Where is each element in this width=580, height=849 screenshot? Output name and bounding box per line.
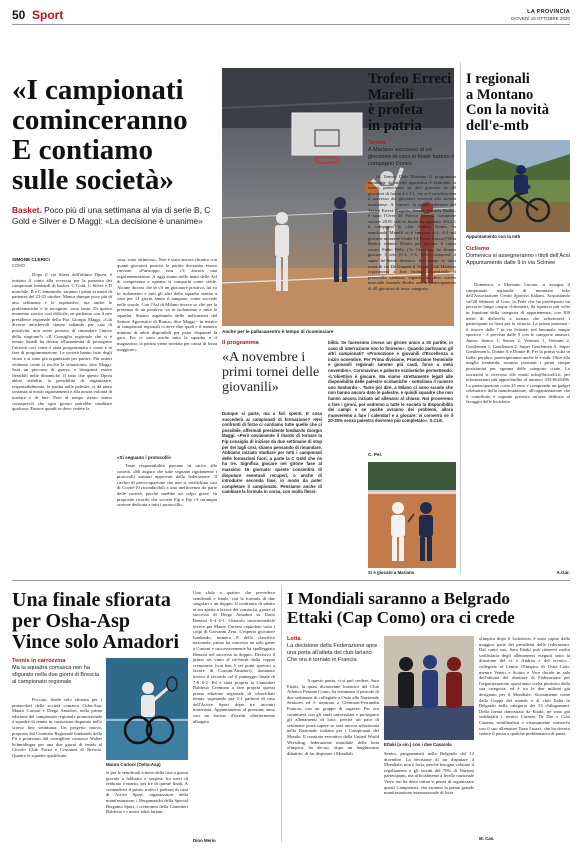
finale-photo-caption: Mauro Curioni (Osha-Asp) [106,762,161,767]
newspaper-name: LA PROVINCIA [527,9,570,15]
mondiali-col1-text: A questo punto, ci si può credere. Sara Ettaki, la quasi diciottenne lottatrice del Club Atletico Pesante Como, ha terminato il periodo di due settimane di collegiale a Ostia alla Nazionale Seniores ed è rientrata a Clermont-Ferrandin Francia, con un gruppo di ragazze. Per ora continuerà con gli studi universitari e proseguirà gli allenamenti di lotta, perché un paio di settimane potrà sapere se sarà ancora selezionata nella Nazionale italiana per i Campionati del Mondo. Il comitato esecutivo della United World Wrestling, federazione mondiale della lotta olimpica, ha deciso, dopo un lunghissimo dibattito, di far disputare i Mondiali [287,678,379,756]
finale-col2-text: te per le semifinali a mese della fase a gironi giocate a febbraio e sospese fra mesi di febbraio e marzo, per tre di queste finali. A contendersi il primo trofeo i padroni di casa di Active Sport, organizzatori della manifestazione, i Bergamaschi della Special Bergamo Sport, i cremonesi della Canottieri Baldesio e i nostri atleti lariani. [106,770,188,815]
finale-signature: Dino Merio [193,838,216,843]
divider-main-right [460,62,461,574]
wrestling-photo-image [384,636,474,740]
mtb-photo [466,140,570,232]
mondiali-dek: La decisione della Federazione apre una porta all'atleta del club lariano Che ora è tornato in Francia [287,643,378,663]
finale-col3-text: Una sfida a quattro che prevedeva semifinali e finale, con la formula di due singolari e un doppio. Il confronto di sabato ei era aperta a favore dei comaschi, grazie al successo di Diego Amadori su Dario Benassi 6-4 6-1. Ostacolo insormontabile invece per Mauro Curioni capitolato sotto i colpi di Giovanni Zeni. L'esperto giocatore lombardo, numero 8 della classifica nazionale, primo ha concesso un solo game a Curioni e successivamente ha spalleggiato Benassi nel successo in doppio. Decisivo il primo set vinto al tie-break dalla coppia cremonese (con ben 5 set point sprecati a favore di Curioni/Amadori), dominato invece il secondo col il punteggio finale di 7-6 6-2. Ed è stata propria la Canottieri Baldesio Cremona a fare propria questa prima edizione regionale di wheelchair tennis, superando per 2-1 padroni di casa dell'Active Sport dopo tre incontri tiratissimi. Appuntamento al prossimo anno con un bacino d'iscritti ulteriormente allargato. [193,590,275,724]
wheelchair-tennis-photo [106,658,188,760]
trofeo-kicker: Tennis [368,140,386,146]
finale-col1-text: Peccato, finale solo sfiorata per i portacolori della società comasca Osha-Asp, Mauro Curioni e Diego Amadori, nella prima edizione del campionato regionale promozionale a squadre di tennis in carrozzina disputato nello scorso fine settimana. Un progetto nuovo, proposto dal Comitato Regionale lombardo della Fit e promosso dal consigliere comasco Walter Schmidinger per una due giorni di tennis al Circolo Club Forza e Costanza di Brescia. Quattro le squadre qualificate [12,697,102,758]
finale-kicker: Tennis in carrozzina [12,658,66,664]
main-photo-caption: Anche per le pallacanestro è tempo di ricominciare [222,329,334,334]
main-col1-text: Dopo il via libera dell'ultimo Dpcm, è iniziato il conto alla rovescia per la partenza dei campionati lombardi di basket. C Gold, C Silver e D maschile, B e C femminile, saranno i primi ai nastri di partenza del 23-25 ottobre. Manca dunque poco più di una settimana e le aspettative, ma anche le problematiche e le incognite, sono tante. Di questo momento storico così difficile, ne parliamo con il neo presidente regionale della Fip, Giorgio Maggi. «Già diverse amichevoli stanno saltando per casi di positività, non avete pensato di rimandare l'inizio della stagione?» «Il Consiglio regionale che si è tenuto lunedì ha deciso all'unanimità di proseguire l'attività così come è stata programmata e come è in fase di programmazione. Le società hanno fatto degli sforzi e si sono già organizzate per partire. Più avanti vedremo come si evolve la situazione» dice Maggi. Sarà un percorso di guerra, e bisognerà essere flessibili nelle dinamiche. Il fatto che questo Dpcm abbia stabilito la possibilità di organizzare, responsabilmente, la partita nelle palestre, ci dà tanto sostanza ai nostri ragionamenti e alla nostra volontà di iniziare e di fare. Però al tempo stesso siamo consapevoli che ogni giorno potrebbe cambiare qualcosa. Finisce quindi se devo vedere la [12,272,112,412]
trofeo-text: Al Tennis Club Mariano il programma autunnale di attività agonistica è intitolato ai tornei, partecipato su due giornate da 40 giocatori di fascia 4 e 3.5, che si è concluso con il successo dei giocatori tesserati alla società marianese. A vincere la prima edizione del Trofeo Erreci Progetto Tennis, formula Rodeo, è stato l'Over 40 Franco Marelli, campione sociale 2019, che in finale ha superato 4-0,4-1 il compagno di club Andrea Dones. In semifinale Marelli si è imposto 6-2, 4-2 sul giovane monzese Under 14 Pietro Cuccia (Villa Reale), mentre Dones per passare il turno contro Fabio Bello (Tc Giussano) ha dovuto giocare 3 sets (0-4, 5-3, 10-6) comprese il super tie-break decisivo. Sui campi in terra rossa di via De Gasperi il Tennis Club Mariano organizzerà a fine ottobre, rispettando il protocollo sanitario vigente, un altro torneo maschile formula Rodeo con la partecipazione di 40 giocatori di terza categoria. [368,174,456,291]
main-col2b-text: Tante responsabilità passano in carico alle società. «Mi auguro che tutte seguano rigidamente i protocolli sanitari approvati dalla federazione. Il rischio di preoccupazione che non si verifichino casi di Covid-19 riconducibili a una inefficienza da parte delle società, perché sarebbe un colpo grave. In proposito ricordo che società Fip e Fip c'è un'ampia sezione dedicata a tutti i protocolli». [117,463,217,508]
mondiali-photo-caption: Ettaki (a sin.) con i due Casarola [384,742,452,747]
main-headline: «I campionati cominceranno E contiamo sulle società» [12,74,188,196]
trofeo-photo-caption: Si è giocato a Mariano [368,570,415,575]
regionali-signature: A.Gar. [556,570,570,575]
mondiali-col3-text: olimpica dopo il lockdown, è stato capito dalla maggior parte dei presidenti delle federazioni. Dal canto suo, Sara Ettaki può ritenersi molto soddisfatta degli allenamenti eseguiti sotto la direzione del ct e Andrea e del tecnico... collegiale al Centro Olimpico di Ostia Lido, mentre Veneri e Sciuto e Vere decide in sala dell'attività del direttore di Federazione per l'organizzazione, quest'anno scelta piuttosto della sua categoria. ed è tra le due milioni già designato per il Mondiale. Sicuramente come dalla Coppa del mondo e al club Italia in Belgrado nella categoria dei 53 chilogrammi. Della forma dimostrata da Ettaki, ne sono già soddisfatti i tecnici Carmen Di Dio e Ciao Catania, semifinalisti e vistosamente comaschi con il suo allenatore Tuan Liuzzi, che ha dovuto cedere il passo a qualche problematica di punti. [479,636,570,737]
main-dek: Basket. Poco più di una settimana al via di serie B, C Gold e Silver e D Maggi: «La decisione è unanime» [12,205,211,226]
mondiali-signature: M. Cas. [479,836,495,841]
regionali-text: Domenica, a Montano Lucino, si assegna il campionato regionale di mountain bike dell'Associazione Centri Sportivi Italiani. Acquistando val'28 febbraio al Giro, la Fede che ha predisposto un percorso lungo cinque chilometri, da ripetersi più volte in funzione della categoria di appartenenza, con 300 metri di dislivello a tornata che selezionerà i partecipanti in lizza per la vittoria. La prima partenza - il ritrovo dalle 7 in via Scimee, nel lanomale campo sportivo - è prevista dalle 9 con le categorie amatori, Junior, Senior 1, Senior 2, Veterani 1, Veterani 2, Gentlemen 1, Gentlemen 2, Super Gentlemen A, Super Gentlemen b, Donne A e Donne B. Per la prima volta in Italia, peraltro, parteciperanno anche le e-mtb. Oltre alla maglia lombarda, saranno premiati i primi cinque posizionati per ognuna delle categorie citate. Le iscrizioni si ricevono alle email info@bicirelli.it, per informazioni più approfondite al numero 335-6620496. La partecipazione costa 25 euro e comprende un gadget celebrativo della manifestazione, all'organizzazione che il contributo è segnato prevista un'area dedicata al lavaggio delle biciclette. [466,282,570,405]
wheelchair-tennis-photo-image [106,658,188,760]
page-number: 50 [12,8,26,22]
regionali-headline: I regionali a Montano Con la novità dell'e-mtb [466,71,549,134]
main-subhead-protocolli: «Si seguano i protocolli» [117,455,172,460]
mondiali-kicker: Lotta [287,636,301,642]
mondiali-col2-text: Senior, programmati nella Belgrado dal 12 dicembre. La decisione di far disputare il Mondiale, non è forta, perché bisogna valutare il regolamento e gli iscritti del 70% di Nazioni partecipanti, ma ufficialmente a livello nazionale Viero ieri ha detto ormai si pensa di organizzare questi Campionati, che saranno la prima grande manifestazione internazionale di lotta [384,751,474,796]
regionali-kicker: Ciclismo [466,246,490,252]
section-rule [12,580,570,581]
program-kicker: Il programma [222,340,259,346]
tennis-photo-image [368,462,456,568]
finale-headline: Una finale sfiorata per Osha-Asp Vince solo Amadori [12,589,180,653]
main-location: COMO [12,263,26,268]
main-author: SIMONE CLERICI [12,257,50,262]
mtb-photo-image [466,140,570,232]
regionali-dek: Domenica si assegneranno i titoli dell'Acsi Appuntamento dalle 9 in via Scimee [466,253,570,266]
tennis-photo [368,462,456,568]
wrestling-photo [384,636,474,740]
issue-date: GIOVEDÌ 15 OTTOBRE 2020 [510,16,570,21]
program-col2-text: bilità. Se facessimo invece un girone unico a 30 partite, in caso di interruzione non lo finiremo». Quando partiranno gli altri campionati? «Promozione e giovanili d'Eccellenza a inizio novembre. Per Prima divisione, Promozione femminile e giovanili regionali saremo più cauti, forse a metà novembre». Coronavirus e palestre scolastiche permettendo. «L'obiettivo è giocare. Ma siamo strettamente legati alle disponibilità delle palestre scolastiche - sottolinea il numero uno lombardo -. Tante poi dire, a Milano ci sono scuole che non hanno ancora dato le palestre, e quindi squadre che non hanno ancora iniziato ad allenarsi al chiuso. Noi proveremo a fare i gironi, poi vedremo a tutte le società la disponibilità dei campi e se poche avranno dei problemi, allora muoveremo a fare i calendari e a giocare: vi converrà se il 20-30% senza palestra dovremo più completato». S.CLE. [328,340,453,424]
main-col2-text: cosa, sono ottimista». Non è stato ancora chiarito con quanti giocatori positivi le partite dovranno essere rinviate. «Purtroppo non c'è ancora una regolamentazione. A oggi siamo nelle mani delle Asl di competenza e ognuna si comporta come crede. Alcune dicono che se c'è un giocatore positivo, lui va in isolamento e tutti gli altri dello squadra stanno a casa per 14 giorni fanno il tampone, come succede nelle scuole. Con l'Asl di Milano invece so che per la presenza di un positivo, va in isolamento e tutta la squadra. Stiamo aspettando delle indicazioni dal Settore Agonistico di Roma» dice Maggi - in merito ai campionati regionali ci deve dire quali e il numero minimo di atleti disponibili per poter disputare la gara. Poi ci sono anche tutta la squadra e il magazzino, la partita viene rinviata per causa di forza maggiore». [117,257,217,352]
program-col1-text: Dunque si parte, ma a fari spenti. E cosa succederà ai campionati di formazione? «Nei confronti di forze ci contiamo tutte quelle che ci possibile, affermati presidente lombardo Giorgio Maggi. «Però ovviamente il ritardo di tornare la Fip consiglia di iniziare da due settimane di stop per dei tagli così, stiamo pensando di rimandare. Abbiamo iniziato studiare per tutti i campionati delle formazioni fuori, a parte la C Gold che ne ha tre. Significa giocare nel girone fase al massimo 16 giornate: queste consentirà di disputare eventuali recuperi, o anche di introdurre seconda fase, in modo da poter completare il campionato. Pensiamo anche di cambiare la formula in corsa, con molta flessi- [222,411,322,495]
trofeo-dek: A Mariano successo di un giocatore di casa in finale battuto il compagno Dones [368,147,454,167]
section-label: Sport [32,8,64,22]
trofeo-headline: Trofeo Erreci Marelli è profeta in patria [368,71,452,134]
mtb-photo-caption: Appuntamento con la mtb [466,234,521,239]
divider-bottom [281,586,282,842]
trofeo-signature: C. Pel. [368,452,383,457]
mondiali-headline: I Mondiali saranno a Belgrado Ettaki (Cap Como) ora ci crede [287,589,515,627]
program-headline: «A novembre i primi tornei delle giovanili» [222,350,320,395]
finale-dek: Ma la squadra comasca non ha sfigurato nella due giorni di Brescia al campionato regionale [12,665,100,685]
header-rule [12,24,570,25]
